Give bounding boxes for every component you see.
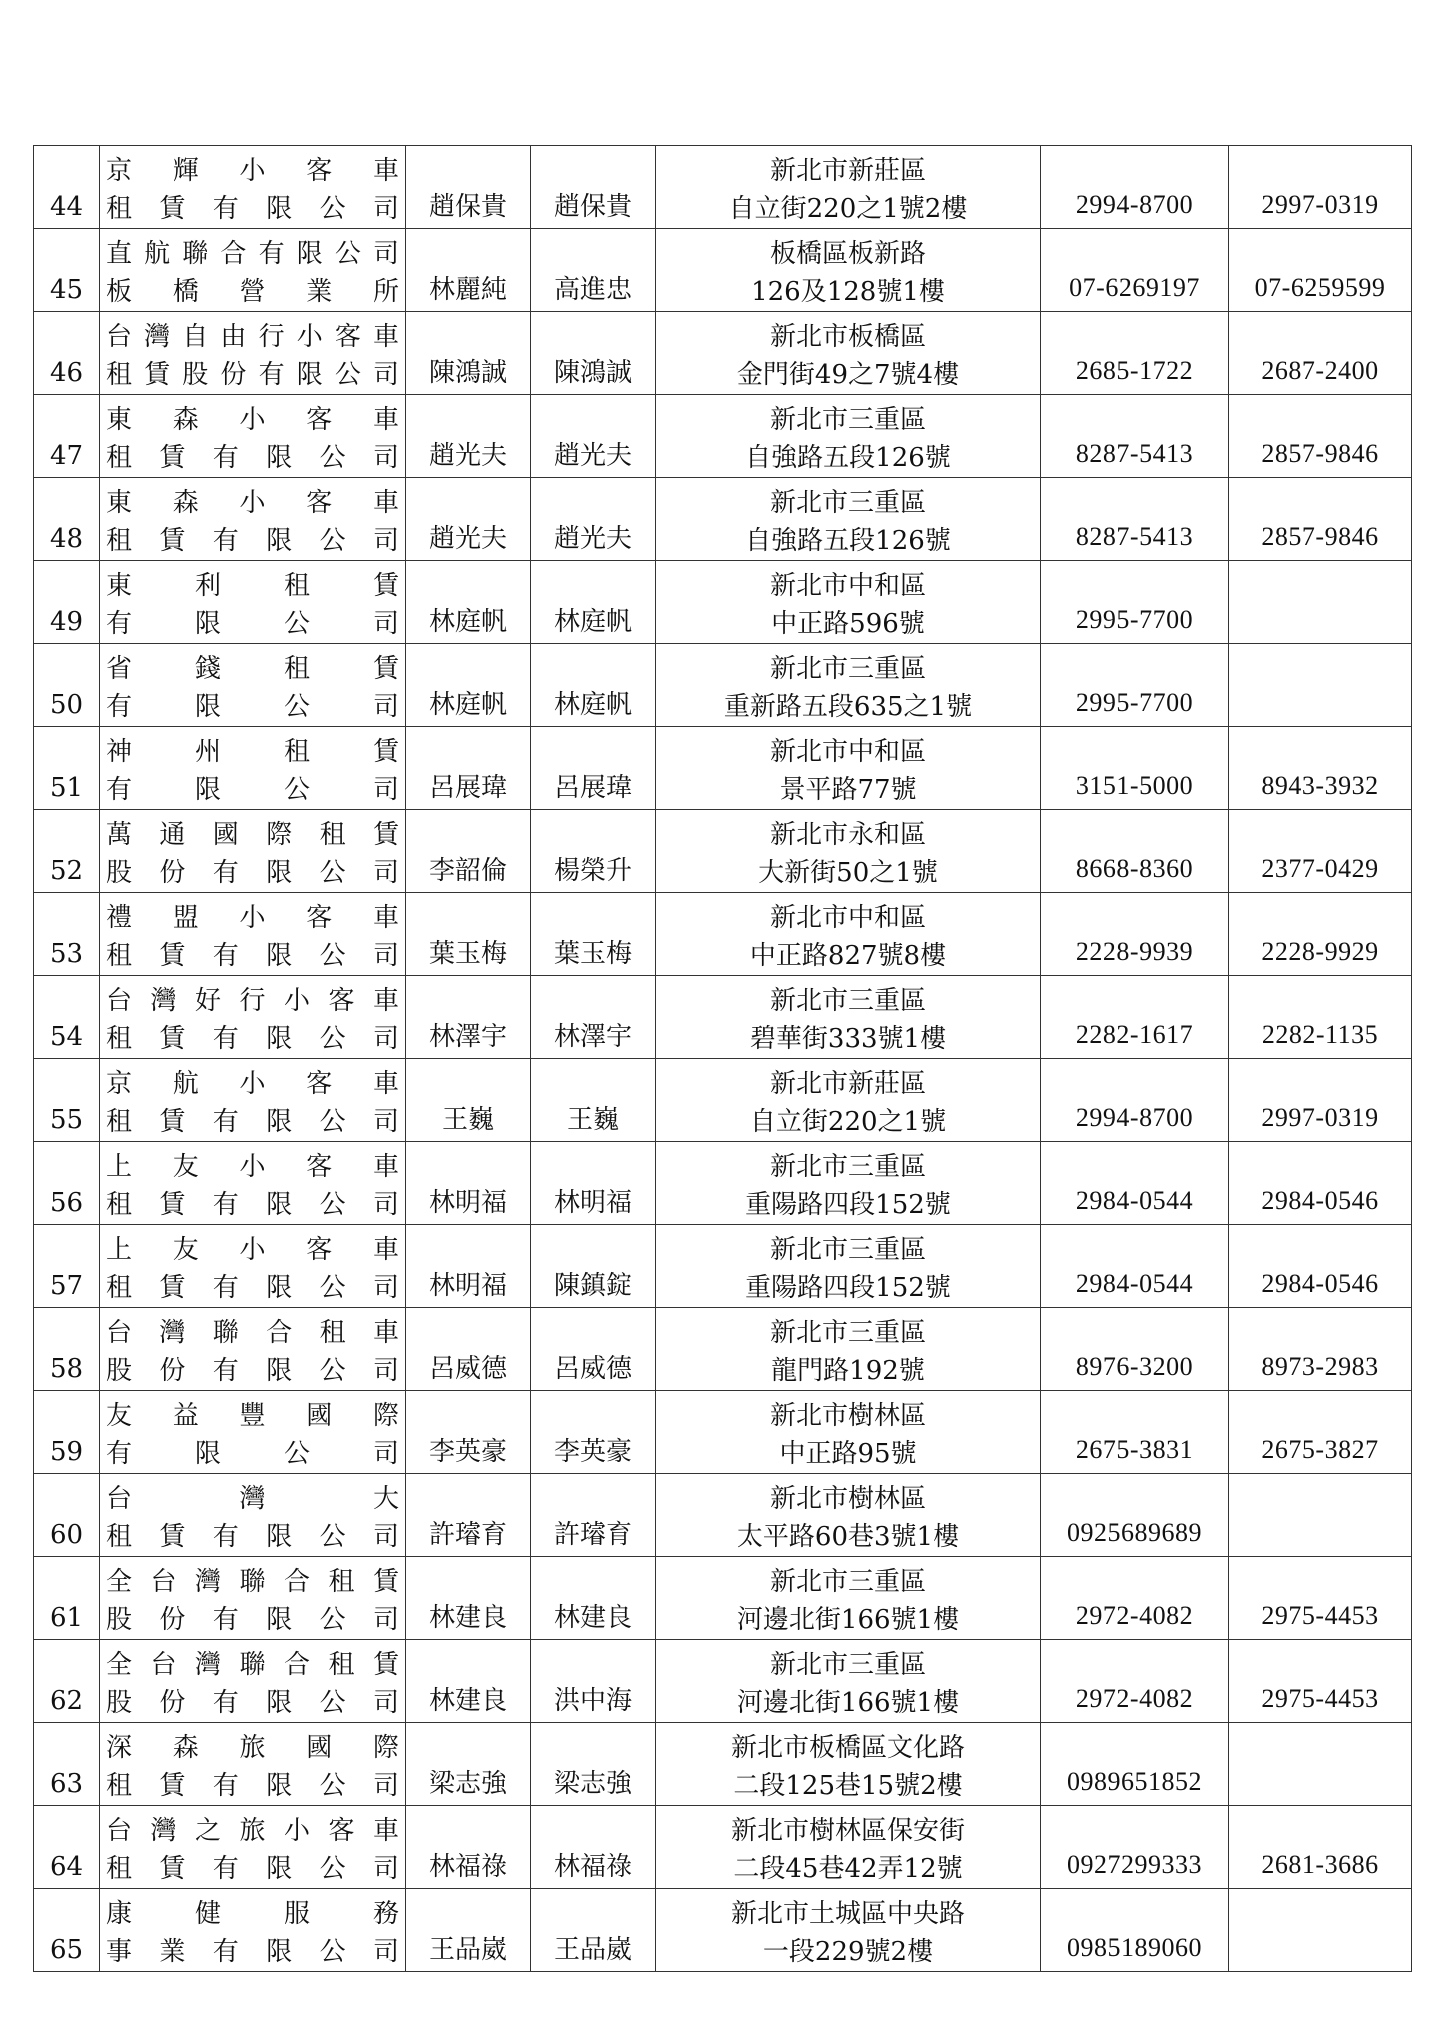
manager-name: 王品崴 — [531, 1889, 656, 1972]
company-table — [33, 145, 1412, 1972]
phone-number: 2972-4082 — [1041, 1557, 1229, 1640]
fax-number: 2377-0429 — [1229, 810, 1412, 893]
row-number: 53 — [34, 893, 100, 976]
address-line: 新北市土城區中央路 — [730, 1899, 965, 1929]
representative-name: 李英豪 — [406, 1391, 531, 1474]
address-line: 新北市三重區 — [769, 1152, 926, 1182]
company-name — [100, 1557, 406, 1640]
company-name-line: 直航聯合有限公司 — [106, 239, 399, 269]
company-name-line: 租賃有限公司 — [106, 941, 399, 971]
address-line: 新北市中和區 — [769, 903, 926, 933]
address — [656, 1391, 1041, 1474]
address-line: 龍門路192號 — [771, 1356, 925, 1386]
address — [656, 229, 1041, 312]
manager-name: 李英豪 — [531, 1391, 656, 1474]
phone-number: 2228-9939 — [1041, 893, 1229, 976]
company-name — [100, 1889, 406, 1972]
phone-number: 2685-1722 — [1041, 312, 1229, 395]
company-name — [100, 893, 406, 976]
address-line: 太平路60巷3號1樓 — [736, 1522, 960, 1552]
company-name-line: 租賃股份有限公司 — [106, 360, 399, 390]
table-row — [34, 1723, 1412, 1806]
company-name-line: 台灣之旅小客車 — [106, 1816, 399, 1846]
address-line: 新北市三重區 — [769, 488, 926, 518]
address — [656, 1474, 1041, 1557]
address-line: 重陽路四段152號 — [745, 1190, 951, 1220]
fax-number: 2857-9846 — [1229, 395, 1412, 478]
fax-number — [1229, 1889, 1412, 1972]
company-name-line: 租賃有限公司 — [106, 1522, 399, 1552]
phone-number: 2995-7700 — [1041, 561, 1229, 644]
manager-name: 趙保貴 — [531, 146, 656, 229]
company-name-line: 股份有限公司 — [106, 1605, 399, 1635]
company-name — [100, 1308, 406, 1391]
address-line: 新北市三重區 — [769, 405, 926, 435]
fax-number — [1229, 561, 1412, 644]
table-row — [34, 893, 1412, 976]
table-row — [34, 727, 1412, 810]
company-name-line: 租賃有限公司 — [106, 1771, 399, 1801]
table-row — [34, 1142, 1412, 1225]
address-line: 景平路77號 — [779, 775, 917, 805]
company-name-line: 全台灣聯合租賃 — [106, 1650, 399, 1680]
address-line: 中正路596號 — [771, 609, 925, 639]
company-name-line: 租賃有限公司 — [106, 443, 399, 473]
representative-name: 林福祿 — [406, 1806, 531, 1889]
manager-name: 許璿育 — [531, 1474, 656, 1557]
company-name — [100, 1723, 406, 1806]
company-name-line: 東利租賃 — [106, 571, 399, 601]
address-line: 新北市新莊區 — [769, 1069, 926, 1099]
address-line: 新北市板橋區文化路 — [730, 1733, 965, 1763]
manager-name: 王巍 — [531, 1059, 656, 1142]
company-name-line: 事業有限公司 — [106, 1937, 399, 1967]
company-name — [100, 1142, 406, 1225]
phone-number: 2994-8700 — [1041, 1059, 1229, 1142]
company-name-line: 租賃有限公司 — [106, 526, 399, 556]
representative-name: 葉玉梅 — [406, 893, 531, 976]
manager-name: 呂展瑋 — [531, 727, 656, 810]
phone-number: 8668-8360 — [1041, 810, 1229, 893]
row-number: 65 — [34, 1889, 100, 1972]
row-number: 46 — [34, 312, 100, 395]
phone-number: 2984-0544 — [1041, 1225, 1229, 1308]
company-name-line: 台灣自由行小客車 — [106, 322, 399, 352]
address — [656, 1142, 1041, 1225]
company-name-line: 有限公司 — [106, 609, 399, 639]
address-line: 新北市永和區 — [769, 820, 926, 850]
company-name — [100, 1059, 406, 1142]
address — [656, 312, 1041, 395]
row-number: 50 — [34, 644, 100, 727]
address — [656, 893, 1041, 976]
table-row — [34, 1557, 1412, 1640]
company-name — [100, 810, 406, 893]
address-line: 河邊北街166號1樓 — [736, 1688, 960, 1718]
fax-number: 2675-3827 — [1229, 1391, 1412, 1474]
fax-number: 2681-3686 — [1229, 1806, 1412, 1889]
company-name-line: 萬通國際租賃 — [106, 820, 399, 850]
fax-number: 2975-4453 — [1229, 1557, 1412, 1640]
address-line: 新北市三重區 — [769, 1235, 926, 1265]
fax-number: 2687-2400 — [1229, 312, 1412, 395]
phone-number: 07-6269197 — [1041, 229, 1229, 312]
company-name-line: 京航小客車 — [106, 1069, 399, 1099]
table-row — [34, 1640, 1412, 1723]
address-line: 碧華街333號1樓 — [749, 1024, 947, 1054]
fax-number: 8943-3932 — [1229, 727, 1412, 810]
address — [656, 727, 1041, 810]
manager-name: 林明福 — [531, 1142, 656, 1225]
company-name-line: 上友小客車 — [106, 1235, 399, 1265]
representative-name: 林建良 — [406, 1557, 531, 1640]
fax-number: 07-6259599 — [1229, 229, 1412, 312]
address-line: 二段125巷15號2樓 — [733, 1771, 963, 1801]
fax-number: 2984-0546 — [1229, 1225, 1412, 1308]
address-line: 二段45巷42弄12號 — [733, 1854, 963, 1884]
row-number: 62 — [34, 1640, 100, 1723]
row-number: 54 — [34, 976, 100, 1059]
company-name — [100, 1225, 406, 1308]
company-name-line: 股份有限公司 — [106, 858, 399, 888]
company-name-line: 台灣大 — [106, 1484, 399, 1514]
address-line: 金門街49之7號4樓 — [736, 360, 960, 390]
fax-number: 2228-9929 — [1229, 893, 1412, 976]
address-line: 自立街220之1號 — [749, 1107, 947, 1137]
row-number: 44 — [34, 146, 100, 229]
table-row — [34, 146, 1412, 229]
company-name-line: 租賃有限公司 — [106, 1190, 399, 1220]
representative-name: 呂威德 — [406, 1308, 531, 1391]
address-line: 自立街220之1號2樓 — [728, 194, 968, 224]
fax-number: 8973-2983 — [1229, 1308, 1412, 1391]
representative-name: 趙保貴 — [406, 146, 531, 229]
company-name — [100, 1391, 406, 1474]
company-name-line: 台灣好行小客車 — [106, 986, 399, 1016]
phone-number: 2282-1617 — [1041, 976, 1229, 1059]
address — [656, 1723, 1041, 1806]
company-name-line: 東森小客車 — [106, 405, 399, 435]
company-name — [100, 146, 406, 229]
address-line: 一段229號2樓 — [762, 1937, 934, 1967]
phone-number: 2995-7700 — [1041, 644, 1229, 727]
fax-number: 2984-0546 — [1229, 1142, 1412, 1225]
company-name — [100, 976, 406, 1059]
row-number: 61 — [34, 1557, 100, 1640]
table-row — [34, 1391, 1412, 1474]
address-line: 板橋區板新路 — [769, 239, 926, 269]
address-line: 新北市樹林區 — [769, 1401, 926, 1431]
row-number: 63 — [34, 1723, 100, 1806]
row-number: 59 — [34, 1391, 100, 1474]
fax-number: 2997-0319 — [1229, 1059, 1412, 1142]
row-number: 57 — [34, 1225, 100, 1308]
table-row — [34, 976, 1412, 1059]
representative-name: 林麗純 — [406, 229, 531, 312]
representative-name: 趙光夫 — [406, 478, 531, 561]
phone-number: 3151-5000 — [1041, 727, 1229, 810]
manager-name: 林庭帆 — [531, 561, 656, 644]
phone-number: 2994-8700 — [1041, 146, 1229, 229]
address-line: 重新路五段635之1號 — [723, 692, 973, 722]
address — [656, 561, 1041, 644]
company-name-line: 租賃有限公司 — [106, 1854, 399, 1884]
company-name-line: 租賃有限公司 — [106, 1024, 399, 1054]
manager-name: 楊榮升 — [531, 810, 656, 893]
representative-name: 林澤宇 — [406, 976, 531, 1059]
representative-name: 許璿育 — [406, 1474, 531, 1557]
fax-number — [1229, 1723, 1412, 1806]
company-name — [100, 561, 406, 644]
manager-name: 趙光夫 — [531, 478, 656, 561]
manager-name: 趙光夫 — [531, 395, 656, 478]
company-name-line: 板橋營業所 — [106, 277, 399, 307]
row-number: 64 — [34, 1806, 100, 1889]
address — [656, 810, 1041, 893]
representative-name: 李韶倫 — [406, 810, 531, 893]
company-name-line: 友益豐國際 — [106, 1401, 399, 1431]
company-name-line: 租賃有限公司 — [106, 1107, 399, 1137]
address-line: 新北市三重區 — [769, 654, 926, 684]
company-name-line: 上友小客車 — [106, 1152, 399, 1182]
company-name-line: 股份有限公司 — [106, 1688, 399, 1718]
phone-number: 0925689689 — [1041, 1474, 1229, 1557]
address — [656, 1308, 1041, 1391]
table-row — [34, 1889, 1412, 1972]
row-number: 47 — [34, 395, 100, 478]
table-row — [34, 810, 1412, 893]
company-name-line: 禮盟小客車 — [106, 903, 399, 933]
company-name-line: 東森小客車 — [106, 488, 399, 518]
representative-name: 陳鴻誠 — [406, 312, 531, 395]
manager-name: 洪中海 — [531, 1640, 656, 1723]
address-line: 中正路95號 — [779, 1439, 917, 1469]
company-name — [100, 229, 406, 312]
address — [656, 976, 1041, 1059]
representative-name: 梁志強 — [406, 1723, 531, 1806]
manager-name: 林建良 — [531, 1557, 656, 1640]
company-name — [100, 1806, 406, 1889]
phone-number: 0985189060 — [1041, 1889, 1229, 1972]
address — [656, 644, 1041, 727]
company-name-line: 全台灣聯合租賃 — [106, 1567, 399, 1597]
company-name — [100, 1474, 406, 1557]
phone-number: 2675-3831 — [1041, 1391, 1229, 1474]
company-name-line: 有限公司 — [106, 775, 399, 805]
table-row — [34, 478, 1412, 561]
address-line: 新北市三重區 — [769, 986, 926, 1016]
representative-name: 林明福 — [406, 1225, 531, 1308]
address — [656, 1640, 1041, 1723]
row-number: 49 — [34, 561, 100, 644]
table-row — [34, 1806, 1412, 1889]
address — [656, 478, 1041, 561]
manager-name: 陳鴻誠 — [531, 312, 656, 395]
fax-number: 2857-9846 — [1229, 478, 1412, 561]
address-line: 新北市新莊區 — [769, 156, 926, 186]
company-name-line: 租賃有限公司 — [106, 194, 399, 224]
row-number: 45 — [34, 229, 100, 312]
manager-name: 梁志強 — [531, 1723, 656, 1806]
representative-name: 林庭帆 — [406, 561, 531, 644]
phone-number: 8976-3200 — [1041, 1308, 1229, 1391]
table-row — [34, 561, 1412, 644]
table-row — [34, 644, 1412, 727]
fax-number — [1229, 1474, 1412, 1557]
representative-name: 林庭帆 — [406, 644, 531, 727]
row-number: 52 — [34, 810, 100, 893]
table-row — [34, 1308, 1412, 1391]
row-number: 55 — [34, 1059, 100, 1142]
address-line: 重陽路四段152號 — [745, 1273, 951, 1303]
fax-number — [1229, 644, 1412, 727]
representative-name: 趙光夫 — [406, 395, 531, 478]
address-line: 自強路五段126號 — [745, 526, 951, 556]
table-row — [34, 1225, 1412, 1308]
address-line: 中正路827號8樓 — [749, 941, 947, 971]
company-name — [100, 644, 406, 727]
phone-number: 2972-4082 — [1041, 1640, 1229, 1723]
address-line: 自強路五段126號 — [745, 443, 951, 473]
company-name-line: 有限公司 — [106, 692, 399, 722]
address — [656, 146, 1041, 229]
manager-name: 陳鎮錠 — [531, 1225, 656, 1308]
phone-number: 8287-5413 — [1041, 395, 1229, 478]
manager-name: 葉玉梅 — [531, 893, 656, 976]
table-body — [34, 146, 1412, 1972]
manager-name: 林福祿 — [531, 1806, 656, 1889]
address — [656, 1889, 1041, 1972]
address-line: 新北市中和區 — [769, 737, 926, 767]
row-number: 58 — [34, 1308, 100, 1391]
representative-name: 王巍 — [406, 1059, 531, 1142]
phone-number: 0989651852 — [1041, 1723, 1229, 1806]
representative-name: 呂展瑋 — [406, 727, 531, 810]
address — [656, 1557, 1041, 1640]
row-number: 56 — [34, 1142, 100, 1225]
manager-name: 林澤宇 — [531, 976, 656, 1059]
address — [656, 395, 1041, 478]
company-name-line: 深森旅國際 — [106, 1733, 399, 1763]
company-name-line: 神州租賃 — [106, 737, 399, 767]
table-row — [34, 229, 1412, 312]
company-name-line: 省錢租賃 — [106, 654, 399, 684]
company-name — [100, 312, 406, 395]
address-line: 新北市中和區 — [769, 571, 926, 601]
phone-number: 2984-0544 — [1041, 1142, 1229, 1225]
company-name — [100, 1640, 406, 1723]
address-line: 新北市三重區 — [769, 1318, 926, 1348]
address — [656, 1225, 1041, 1308]
representative-name: 林建良 — [406, 1640, 531, 1723]
representative-name: 王品崴 — [406, 1889, 531, 1972]
table-row — [34, 395, 1412, 478]
company-name-line: 康健服務 — [106, 1899, 399, 1929]
address-line: 新北市樹林區保安街 — [730, 1816, 965, 1846]
manager-name: 呂威德 — [531, 1308, 656, 1391]
company-name — [100, 727, 406, 810]
row-number: 51 — [34, 727, 100, 810]
table-row — [34, 312, 1412, 395]
company-name-line: 租賃有限公司 — [106, 1273, 399, 1303]
address-line: 新北市三重區 — [769, 1650, 926, 1680]
address-line: 大新街50之1號 — [758, 858, 938, 888]
row-number: 48 — [34, 478, 100, 561]
company-name-line: 有限公司 — [106, 1439, 399, 1469]
company-name-line: 股份有限公司 — [106, 1356, 399, 1386]
manager-name: 林庭帆 — [531, 644, 656, 727]
address-line: 河邊北街166號1樓 — [736, 1605, 960, 1635]
manager-name: 高進忠 — [531, 229, 656, 312]
company-name — [100, 478, 406, 561]
row-number: 60 — [34, 1474, 100, 1557]
phone-number: 0927299333 — [1041, 1806, 1229, 1889]
company-name-line: 京輝小客車 — [106, 156, 399, 186]
fax-number: 2975-4453 — [1229, 1640, 1412, 1723]
fax-number: 2282-1135 — [1229, 976, 1412, 1059]
address-line: 新北市板橋區 — [769, 322, 926, 352]
address-line: 新北市三重區 — [769, 1567, 926, 1597]
address-line: 新北市樹林區 — [769, 1484, 926, 1514]
company-name — [100, 395, 406, 478]
address-line: 126及128號1樓 — [751, 277, 945, 307]
table-row — [34, 1474, 1412, 1557]
representative-name: 林明福 — [406, 1142, 531, 1225]
table-row — [34, 1059, 1412, 1142]
phone-number: 8287-5413 — [1041, 478, 1229, 561]
address — [656, 1806, 1041, 1889]
company-name-line: 台灣聯合租車 — [106, 1318, 399, 1348]
address — [656, 1059, 1041, 1142]
fax-number: 2997-0319 — [1229, 146, 1412, 229]
